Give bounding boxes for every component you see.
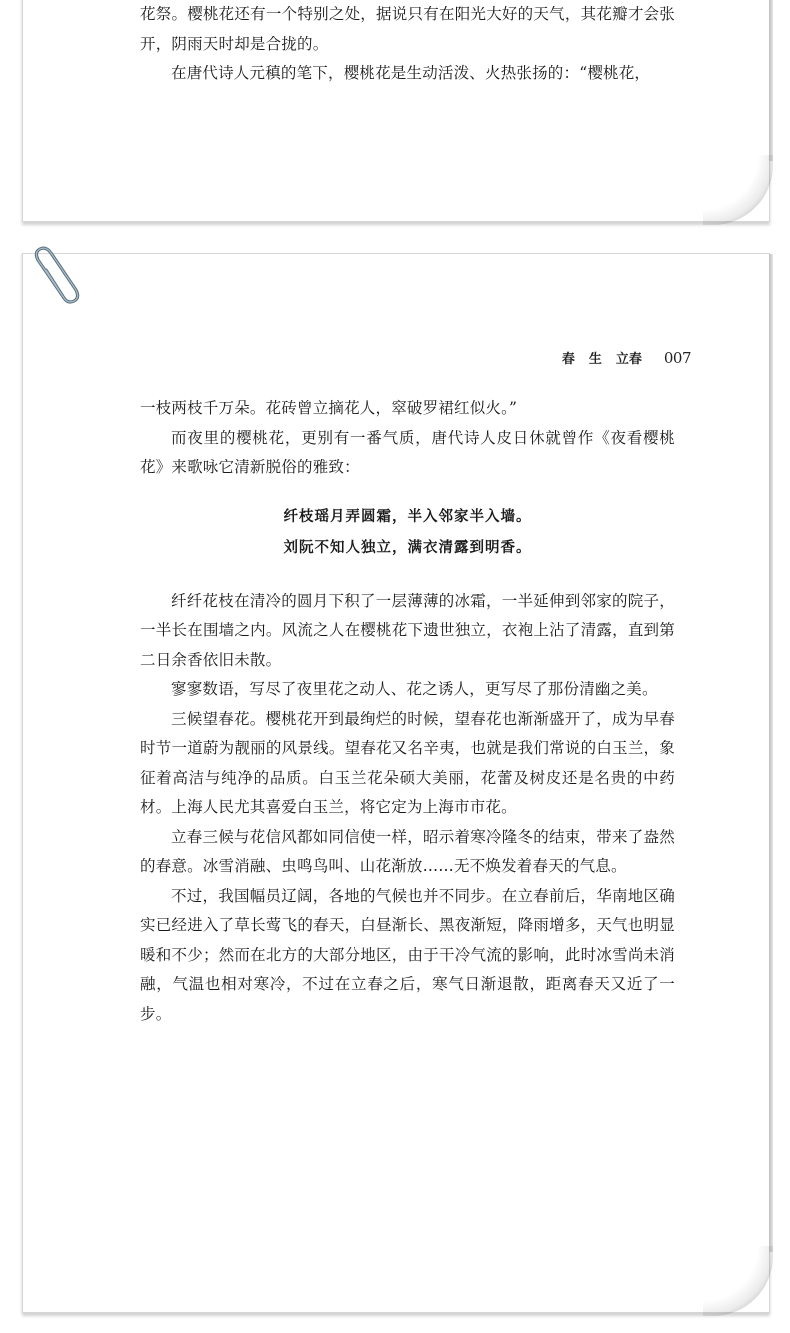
page-top-body: [140, 0, 675, 89]
poem: [140, 501, 675, 563]
page-bottom-body: [140, 394, 675, 1029]
paragraph: 在唐代诗人元稹的笔下，樱桃花是生动活泼、火热张扬的：“樱桃花，: [171, 64, 651, 82]
paragraph: 花祭。樱桃花还有一个特别之处，据说只有在阳光大好的天气，其花瓣才会张开，阴雨天时却是合拢的。: [140, 5, 675, 53]
running-head: [562, 348, 691, 367]
book-page-top: [22, 0, 770, 222]
paragraph: 而夜里的樱桃花，更别有一番气质，唐代诗人皮日休就曾作《夜看樱桃花》来歌咏它清新脱俗的雅致：: [140, 428, 675, 476]
paperclip-icon: [24, 240, 84, 310]
paragraph: 三候望春花。樱桃花开到最绚烂的时候，望春花也渐渐盛开了，成为早春时节一道蔚为靓丽的风景线。望春花又名辛夷，也就是我们常说的白玉兰，象征着高洁与纯净的品质。白玉兰花朵硕大美丽，花蕾及树皮还是名贵的中药材。上海人民尤其喜爱白玉兰，将它定为上海市市花。: [140, 709, 675, 816]
paragraph: 寥寥数语，写尽了夜里花之动人、花之诱人，更写尽了那份清幽之美。: [171, 680, 658, 698]
running-head-chapter: 立春: [615, 352, 642, 367]
paragraph: 立春三候与花信风都如同信使一样，昭示着寒冷隆冬的结束，带来了盎然的春意。冰雪消融、虫鸣鸟叫、山花渐放……无不焕发着春天的气息。: [140, 827, 675, 875]
book-page-bottom: [22, 253, 770, 1313]
page-number: 007: [663, 349, 691, 367]
running-head-section-2: 生: [588, 352, 602, 367]
poem-line: 刘阮不知人独立，满衣清露到明香。: [283, 538, 532, 556]
paragraph: 一枝两枝千万朵。花砖曾立摘花人，窣破罗裙红似火。”: [140, 399, 518, 417]
running-head-section-1: 春: [561, 352, 575, 367]
paragraph: 不过，我国幅员辽阔，各地的气候也并不同步。在立春前后，华南地区确实已经进入了草长莺飞的春天，白昼渐长、黑夜渐短，降雨增多，天气也明显暖和不少；然而在北方的大部分地区，由于干冷气流的影响，此时冰雪尚未消融，气温也相对寒冷，不过在立春之后，寒气日渐退散，距离春天又近了一步。: [140, 886, 675, 1023]
poem-line: 纤枝瑶月弄圆霜，半入邻家半入墙。: [283, 507, 532, 525]
paragraph: 纤纤花枝在清冷的圆月下积了一层薄薄的冰霜，一半延伸到邻家的院子，一半长在围墙之内。风流之人在樱桃花下遗世独立，衣袍上沾了清露，直到第二日余香依旧未散。: [140, 591, 675, 669]
